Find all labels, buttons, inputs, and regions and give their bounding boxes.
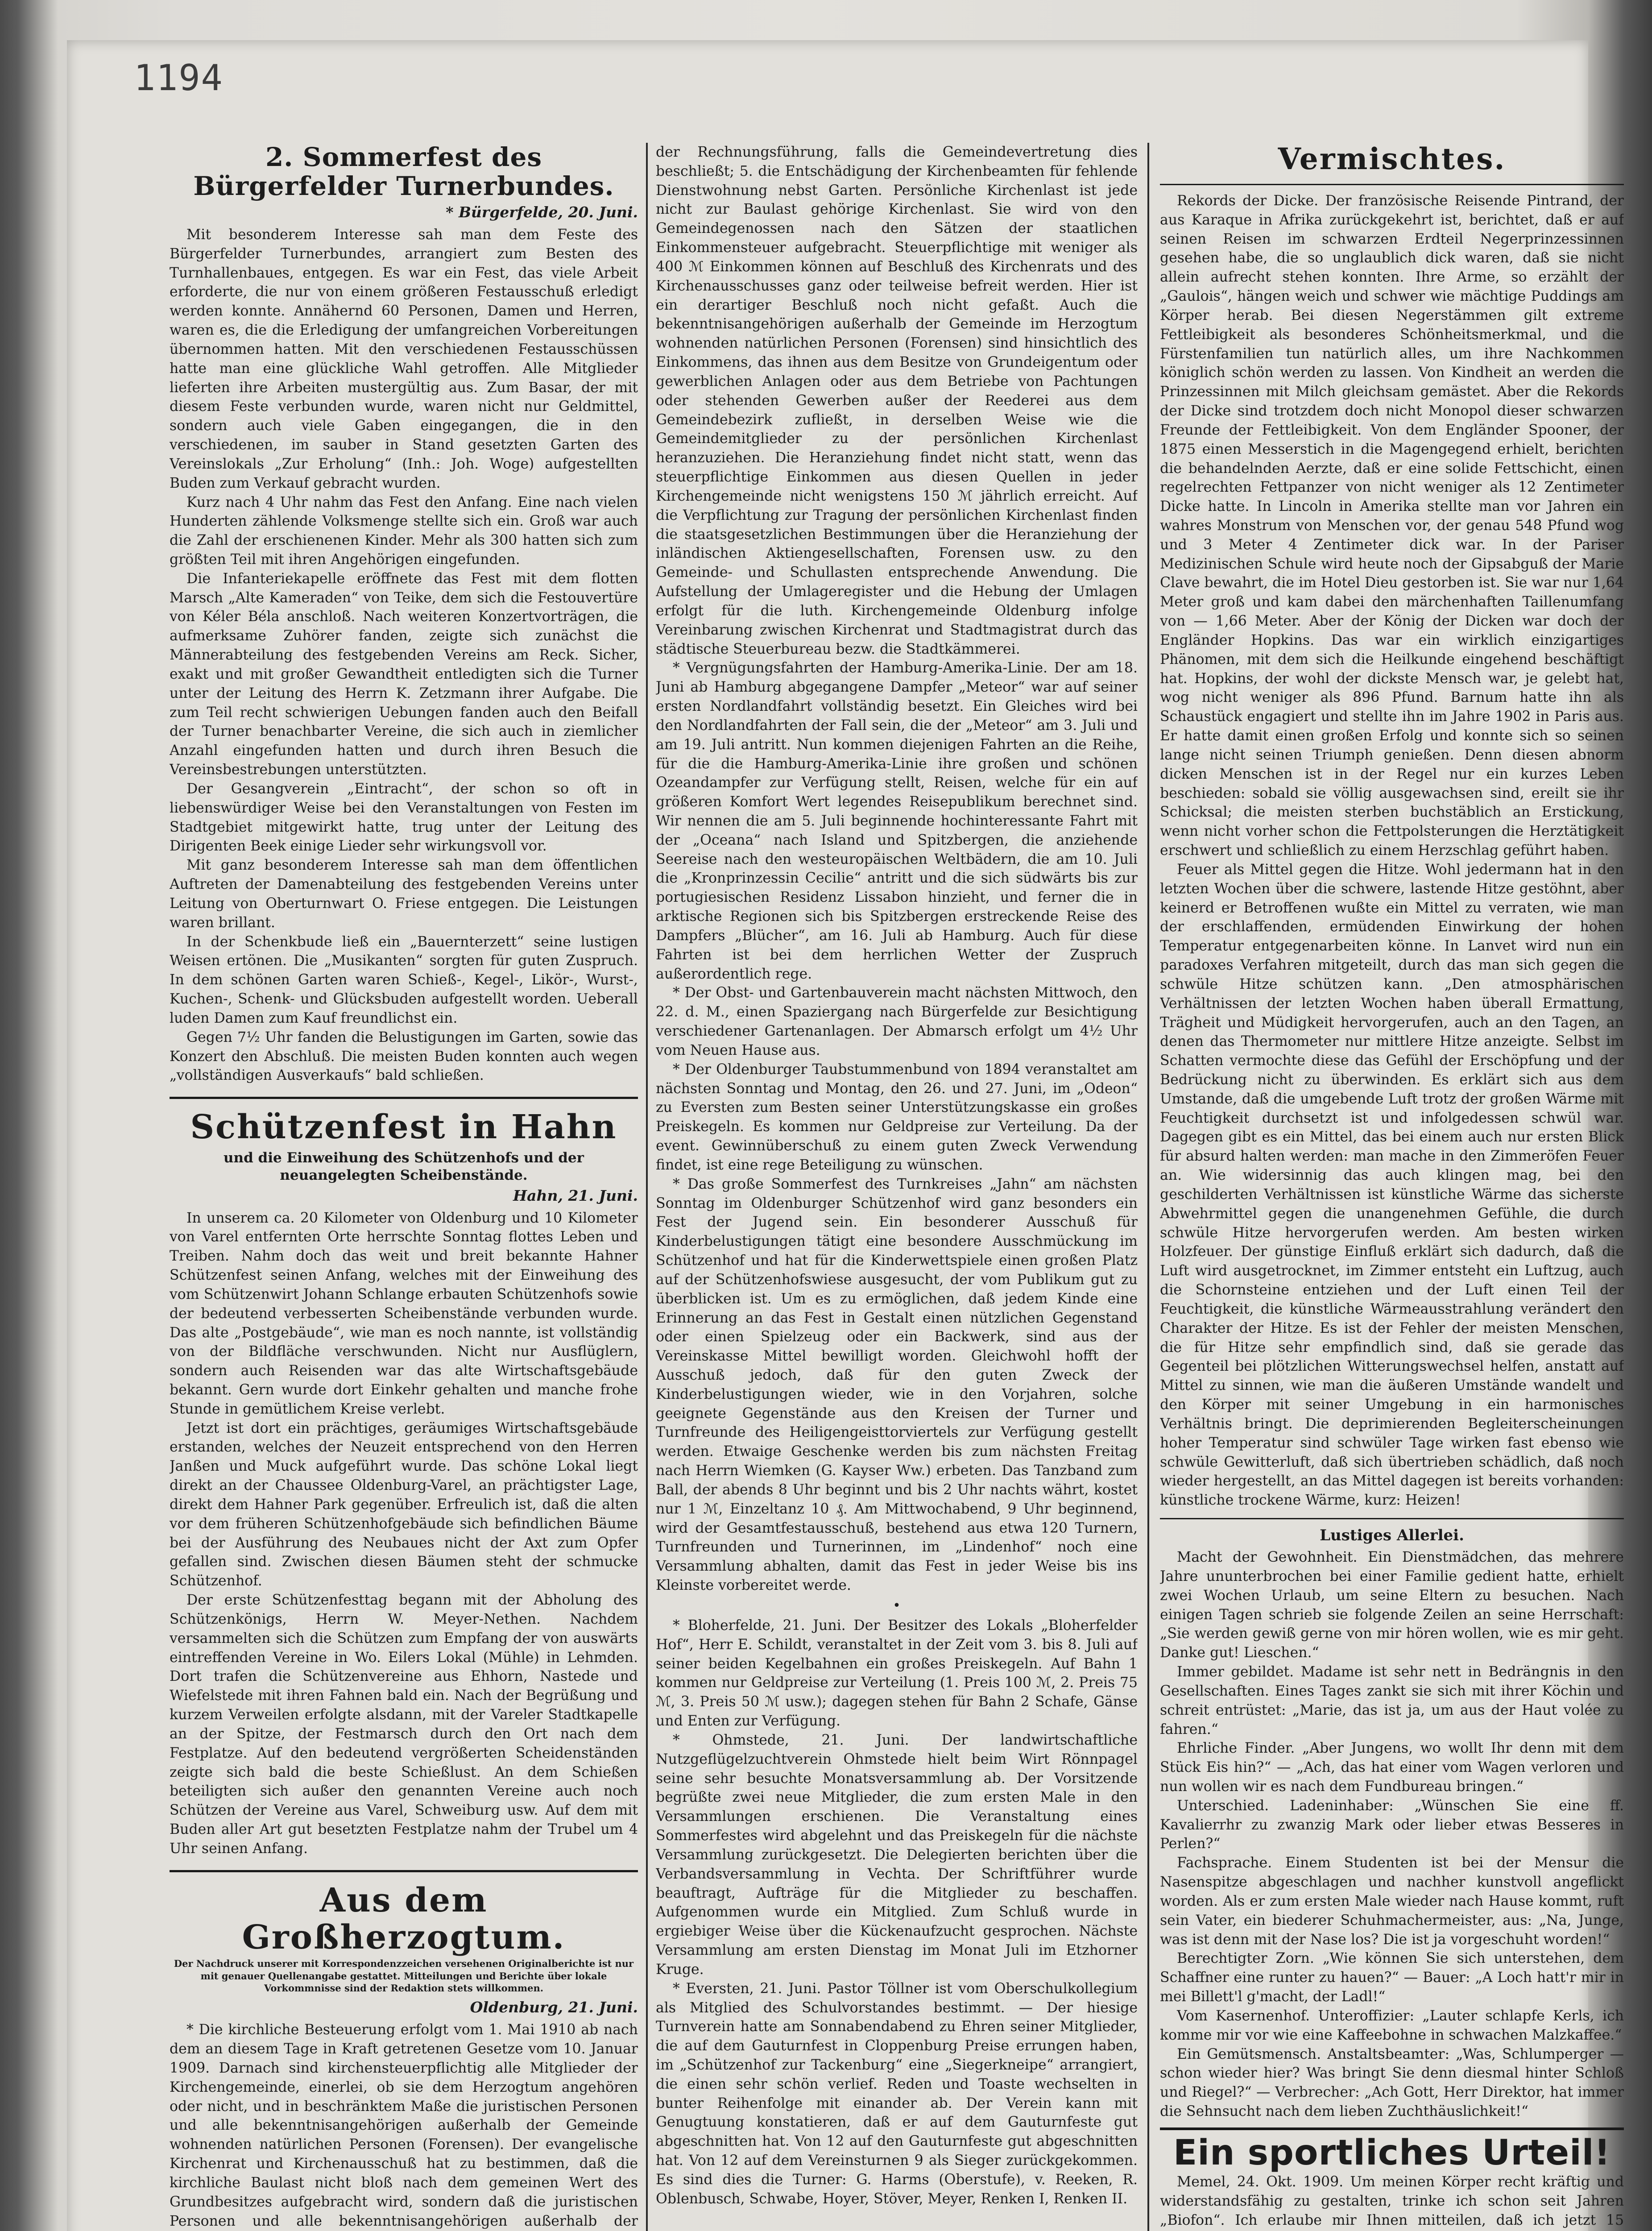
paragraph: Kurz nach 4 Uhr nahm das Fest den Anfang. Eine nach vielen Hunderten zählende Volksmenge stellte sich ein. Groß war auch die Zahl der erschienenen Kinder. Mehr als 300 hatten sich zum größten Teil mit ihren Angehörigen eingefunden. — [170, 494, 638, 568]
paragraph: Feuer als Mittel gegen die Hitze. Wohl jedermann hat in den letzten Wochen über die schwere, lastende Hitze gestöhnt, aber keinerd er Betroffenen wußte ein Mittel zu verraten, wie man der erschlaffenden, ermüdenden Einwirkung der hohen Temperatur entgegenarbeiten könne. In Lanvet wird nun ein paradoxes Verfahren mitgeteilt, durch das man sich gegen die schwüle Hitze schützen kann. „Den atmosphärischen Verhältnissen der letzten Wochen haben überall Ermattung, Trägheit und Müdigkeit hervorgerufen, auch an den Tagen, an denen das Thermometer nur mittlere Hitze anzeigte. Selbst im Schatten vermochte diese das Gefühl der Erschöpfung und der Bedrückung nicht zu überwinden. Es erklärt sich aus dem Umstande, daß die umgebende Luft trotz der großen Wärme mit Feuchtigkeit durchsetzt ist und infolgedessen schwül war. Dagegen gibt es ein Mittel, das bei einem auch nur ersten Blick für absurd halten werden: man mache in den Zimmeröfen Feuer an. Wie widersinnig das auch klingen mag, bei den geschilderten Verhältnissen ist künstliche Wärme das sicherste Abwehrmittel gegen die unangenehmen Gefühle, die durch schwüle Hitze hervorgerufen werden. Am besten wirken Holzfeuer. Der günstige Einfluß erklärt sich dadurch, daß die Luft wird ausgetrocknet, im Zimmer entsteht ein Luftzug, auch die Schornsteine entziehen und der Luft einen Teil der Feuchtigkeit, die künstliche Wärmeausstrahlung verändert den Charakter der Hitze. Es ist der Fehler der meisten Menschen, die für Hitze sehr empfindlich sind, daß sie gerade das Gegenteil bei plötzlichen Witterungswechsel helfen, anstatt auf Mittel zu sinnen, wie man die äußeren Umstände wandelt und den Körper mit seiner Umgebung in ein harmonisches Verhältnis bringt. Die deprimierenden Begleiterscheinungen hoher Temperatur sind schwüler Tage wirken fast ebenso wie schwüle Gewitterluft, daß sich übertrieben schädlich, daß noch wieder hergestellt, an das Mittel dagegen ist bereits vorhanden: künstliche trockene Wärme, kurz: Heizen! — [1160, 861, 1624, 1509]
news-item: * Das große Sommerfest des Turnkreises „Jahn“ am nächsten Sonntag im Oldenburger Schützenhof wird ganz besonders ein Fest der Jugend sein. Ein besonderer Ausschuß für Kinderbelustigungen tätigt eine besondere Ausschmückung im Schützenhof und hat für die Kinderwettspiele einen großen Platz auf der Schützenhofswiese ausgesucht, der vom Publikum gut zu überblicken ist. Um es zu ermöglichen, daß jedem Kinde eine Erinnerung an das Fest in Gestalt einen nützlichen Gegenstand oder einen Spielzeug oder ein Backwerk, sind aus der Vereinskasse Mittel bewilligt worden. Gleichwohl hofft der Ausschuß jedoch, daß für den guten Zweck der Kinderbelustigungen wieder, wie in den Vorjahren, solche geeignete Gegenstände aus den Kreisen der Turner und Turnfreunde des Heiligengeisttorviertels zur Verfügung gestellt werden. Etwaige Geschenke werden bis zum nächsten Freitag nach Herrn Wiemken (G. Kayser Ww.) erbeten. Das Tanzband zum Ball, der abends 8 Uhr beginnt und bis 2 Uhr nachts währt, kostet nur 1 ℳ, Einzeltanz 10 ₰. Am Mittwochabend, 9 Uhr beginnend, wird der Gesamtfestausschuß, bestehend aus etwa 120 Turnern, Turnfreunden und Turnerinnen, im „Lindenhof“ noch eine Versammlung abhalten, damit das Fest in jeder Weise bis ins Kleinste vorbereitet werde. — [656, 1176, 1138, 1594]
column-1 — [170, 143, 638, 2231]
archive-number: 1194 — [134, 57, 224, 99]
section-title: Vermischtes. — [1278, 143, 1506, 176]
article-subtitle: und die Einweihung des Schützenhofs und der neuangelegten Scheibenstände. — [224, 1150, 584, 1183]
paragraph: Mit ganz besonderem Interesse sah man dem öffentlichen Auftreten der Damenabteilung des festgebenden Vereins unter Leitung von Oberturnwart O. Friese entgegen. Die Leistungen waren brillant. — [170, 857, 638, 931]
column-rule-left — [646, 143, 648, 2231]
section-divider — [1160, 1518, 1624, 1519]
section-divider — [170, 1870, 638, 1872]
news-item: * Der Obst- und Gartenbauverein macht nächsten Mittwoch, den 22. d. M., einen Spaziergang nach Bürgerfelde zur Besichtigung verschiedener Gartenanlagen. Der Abmarsch erfolgt um 4½ Uhr vom Neuen Hause aus. — [656, 985, 1138, 1058]
dateline: Oldenburg, 21. Juni. — [470, 1999, 638, 2016]
advertisement — [1160, 2127, 1624, 2231]
article-title-line-2: Bürgerfelder Turnerbundes. — [193, 170, 614, 201]
paragraph: In unserem ca. 20 Kilometer von Oldenburg und 10 Kilometer von Varel entfernten Orte herrschte Sonntag flottes Leben und Treiben. Nahm doch das weit und breit bekannte Hahner Schützenfest seinen Anfang, welches mit der Einweihung des vom Schützenwirt Johann Schlange erbauten Schützenhofs sowie der bedeutend verbesserten Scheibenstände verbunden wurde. Das alte „Postgebäude“, wie man es noch nannte, ist vollständig von der Bildfläche verschwunden. Nicht nur Ausflüglern, sondern auch Reisenden war das alte Wirtschaftsgebäude bekannt. Gern wurde dort Einkehr gehalten und manche frohe Stunde in gemütlichem Kreise verlebt. — [170, 1210, 638, 1417]
article-turnerbund — [170, 143, 638, 1085]
paragraph: Jetzt ist dort ein prächtiges, geräumiges Wirtschaftsgebäude erstanden, welches der Neuzeit entsprechend von den Herren Janßen und Muck aufgeführt wurde. Das schöne Lokal liegt direkt an der Chaussee Oldenburg-Varel, an prächtigster Lage, direkt dem Hahner Park gegenüber. Erfreulich ist, daß die alten vor dem früheren Schützenhofgebäude sich befindlichen Bäume bei der Ausführung des Neubaues nicht der Axt zum Opfer gefallen sind. Zwischen diesen Bäumen steht der schmucke Schützenhof. — [170, 1420, 638, 1589]
joke: Ehrliche Finder. „Aber Jungens, wo wollt Ihr denn mit dem Stück Eis hin?“ — „Ach, das hat einer vom Wagen verloren und nun wollen wir es nach dem Fundbureau bringen.“ — [1160, 1740, 1624, 1795]
news-item: * Der Oldenburger Taubstummenbund von 1894 veranstaltet am nächsten Sonntag und Montag, den 26. und 27. Juni, im „Odeon“ zu Eversten zum Besten seiner Unterstützungskasse ein großes Preiskegeln. Es kommen nur Geldpreise zur Verteilung. Da der event. Gewinnüberschuß zu einem guten Zweck Verwendung findet, ist eine rege Beteiligung zu wünschen. — [656, 1061, 1138, 1173]
article-schuetzenfest — [170, 1109, 638, 1858]
news-item: * Vergnügungsfahrten der Hamburg-Amerika-Linie. Der am 18. Juni ab Hamburg abgegangene Dampfer „Meteor“ war auf seiner ersten Nordlandfahrt vollständig besetzt. Ein Gleiches wird bei den Nordlandfahrten der Fall sein, die der „Meteor“ am 3. Juli und am 19. Juli antritt. Nun kommen diejenigen Fahrten an die Reihe, für die die Hamburg-Amerika-Linie ihre großen und schönen Ozeandampfer zur Verfügung stellt, Reisen, welche für ein auf größeren Komfort Wert legendes Reisepublikum berechnet sind. Wir nennen die am 5. Juli beginnende hochinteressante Fahrt mit der „Oceana“ nach Island und Spitzbergen, die anziehende Seereise nach den westeuropäischen Weltbädern, die am 10. Juli die „Kronprinzessin Cecilie“ antritt und die sich südwärts bis zur portugiesischen Residenz Lissabon hinzieht, und ferner die in arktische Regionen sich bis Spitzbergen erstreckende Reise des Dampfers „Blücher“, am 16. Juli ab Hamburg. Auch für diese Fahrten ist bei dem herrlichen Wetter der Zuspruch außerordentlich rege. — [656, 660, 1138, 982]
joke: Ein Gemütsmensch. Anstaltsbeamter: „Was, Schlumperger — schon wieder hier? Was bringt Sie denn diesmal hinter Schloß und Riegel?“ — Verbrecher: „Ach Gott, Herr Direktor, hat immer die Sehnsucht nach dem lieben Zuchthäuslichkeit!“ — [1160, 2046, 1624, 2120]
separator-mark: • — [893, 1597, 901, 1613]
section-divider — [1160, 184, 1624, 185]
reprint-note: Der Nachdruck unserer mit Korrespondenzzeichen versehenen Originalberichte ist nur mit genauer Quellenangabe gestattet. Mitteilungen und Berichte über lokale Vorkommnisse sind der Redaktion stets willkommen. — [174, 1958, 634, 1994]
article-title: Schützenfest in Hahn — [190, 1108, 617, 1147]
dateline: * Bürgerfelde, 20. Juni. — [446, 203, 638, 221]
paragraph: Mit besonderem Interesse sah man dem Feste des Bürgerfelder Turnerbundes, arrangiert zum Besten des Turnhallenbaues, entgegen. Es war ein Fest, das viele Arbeit erforderte, die nur von einem größeren Festausschuß erledigt werden konnte. Annähernd 60 Personen, Damen und Herren, waren es, die die Erledigung der umfangreichen Vorbereitungen übernommen hatten. Mit den verschiedenen Festausschüssen hatte man eine glückliche Wahl getroffen. Alle Mitglieder lieferten ihre Arbeiten mustergültig aus. Zum Basar, der mit diesem Feste verbunden wurde, waren nicht nur Geldmittel, sondern auch viele Gaben eingegangen, die in den verschiedenen, im sauber in Stand gesetzten Garten des Vereinslokals „Zur Erholung“ (Inh.: Joh. Woge) aufgestellten Buden zum Verkauf gebracht wurden. — [170, 226, 638, 491]
paragraph: * Die kirchliche Besteuerung erfolgt vom 1. Mai 1910 ab nach dem an diesem Tage in Kraft getretenen Gesetze vom 10. Januar 1909. Darnach sind kirchensteuerpflichtig alle Mitglieder der Kirchengemeinde, einerlei, ob sie dem Herzogtum angehören oder nicht, und in beschränktem Maße die juristischen Personen und alle bekenntnisangehörigen außerhalb der Gemeinde wohnenden natürlichen Personen (Forensen). Der evangelische Kirchenrat und Kirchenausschuß hat zu bestimmen, daß die kirchliche Baulast nicht bloß nach dem gemeinen Wert des Grundbesitzes aufgebracht wird, sondern daß die juristischen Personen und alle bekenntnisangehörigen außerhalb der — [170, 2022, 638, 2229]
section-title: Aus dem Großherzogtum. — [242, 1881, 566, 1957]
joke: Fachsprache. Einem Studenten ist bei der Mensur die Nasenspitze abgeschlagen und nachher kunstvoll angeflickt worden. Als er zum ersten Male wieder nach Hause kommt, ruft sein Vater, ein biederer Schuhmachermeister, aus: „Na, Junge, was ist denn mit der Nase los? Die ist ja vorgeschuht worden!“ — [1160, 1855, 1624, 1948]
ad-title: Ein sportliches Urteil! — [1173, 2132, 1611, 2173]
paragraph: In der Schenkbude ließ ein „Bauernterzett“ seine lustigen Weisen ertönen. Die „Musikanten“ sorgten für guten Zuspruch. In dem schönen Garten waren Schieß-, Kegel-, Likör-, Wurst-, Kuchen-, Schenk- und Glücksbuden aufgestellt worden. Ueberall luden Damen zum Kauf freundlichst ein. — [170, 933, 638, 1026]
news-item: * Bloherfelde, 21. Juni. Der Besitzer des Lokals „Bloherfelder Hof“, Herr E. Schildt, veranstaltet in der Zeit vom 3. bis 8. Juli auf seiner beiden Kegelbahnen ein großes Preiskegeln. Auf Bahn 1 kommen nur Geldpreise zur Verteilung (1. Preis 100 ℳ, 2. Preis 75 ℳ, 3. Preis 50 ℳ usw.); dagegen stehen für Bahn 2 Schafe, Gänse und Enten zur Verfügung. — [656, 1617, 1138, 1729]
joke: Berechtigter Zorn. „Wie können Sie sich unterstehen, dem Schaffner eine runter zu hauen?“ — Bauer: „A Loch hatt'r mir in mei Billett'l g'macht, der Ladl!“ — [1160, 1950, 1624, 2005]
joke: Vom Kasernenhof. Unteroffizier: „Lauter schlapfe Kerls, ich komme mir vor wie eine Kaffeebohne in schwachen Malzkaffee.“ — [1160, 2007, 1624, 2043]
joke: Immer gebildet. Madame ist sehr nett in Bedrängnis in den Gesellschaften. Eines Tages zankt sie sich mit ihrer Köchin und schreit entrüstet: „Marie, das ist ja, um aus der Haut volée zu fahren.“ — [1160, 1664, 1624, 1738]
news-item: * Eversten, 21. Juni. Pastor Töllner ist vom Oberschulkollegium als Mitglied des Schulvorstandes bestimmt. — Der hiesige Turnverein hatte am Sonnabendabend zu Ehren seiner Mitglieder, die auf dem Gauturnfest in Cloppenburg Preise errungen haben, im „Schützenhof zur Tackenburg“ eine „Siegerkneipe“ arrangiert, die einen sehr schön verlief. Reden und Toaste wechselten in bunter Reihenfolge mit einander ab. Der Verein kann mit Genugtuung konstatieren, daß er auf dem Gauturnfeste gut abgeschnitten hat. Von 12 auf den Gauturnfeste gut abgeschnitten hat. Von 12 auf dem Vereinsturnen 9 als Sieger zurückgekommen. Es sind dies die Turner: G. Harms (Oberstufe), v. Reeken, R. Oblenbusch, Schwabe, Hoyer, Stöver, Meyer, Renken I, Renken II. — [656, 1980, 1138, 2207]
article-title-line-1: 2. Sommerfest des — [265, 143, 542, 172]
joke: Unterschied. Ladeninhaber: „Wünschen Sie eine ff. Kavalierrhr zu zwanzig Mark oder lieber etwas Besseres in Perlen?“ — [1160, 1797, 1624, 1852]
paragraph: Die Infanteriekapelle eröffnete das Fest mit dem flotten Marsch „Alte Kameraden“ von Teike, dem sich die Festouvertüre von Kéler Béla anschloß. Nach weiteren Konzertvorträgen, die aufmerksame Zuhörer fanden, zeigte sich zunächst die Männerabteilung des festgebenden Vereins am Reck. Sicher, exakt und mit großer Gewandtheit entledigten sich die Turner unter der Leitung des Herrn K. Zetzmann ihrer Aufgabe. Die zum Teil recht schwierigen Uebungen fanden auch den Beifall der Turner benachbarter Vereine, die sich auch in ziemlicher Anzahl eingefunden hatten und durch ihren Besuch die Vereinsbestrebungen unterstützten. — [170, 570, 638, 778]
section-subtitle: Lustiges Allerlei. — [1320, 1526, 1464, 1545]
joke: Macht der Gewohnheit. Ein Dienstmädchen, das mehrere Jahre ununterbrochen bei einer Familie gedient hatte, erhielt zwei Wochen Urlaub, um seine Eltern zu besuchen. Nach einigen Tagen schrieb sie folgende Zeilen an seine Herrschaft: „Sie werden gewiß gerne von mir hören wollen, wie es mir geht. Danke gut! Lieschen.“ — [1160, 1549, 1624, 1661]
paragraph: Der erste Schützenfesttag begann mit der Abholung des Schützenkönigs, Herrn W. Meyer-Nethen. Nachdem versammelten sich die Schützen zum Empfang der von auswärts eintreffenden Vereine in Wo. Eilers Lokal (Mühle) in Lehmden. Dort trafen die Schützenvereine aus Ehhorn, Nastede und Wiefelstede mit ihren Fahnen bald ein. Nach der Begrüßung und kurzem Verweilen erfolgte alsdann, mit der Vareler Stadtkapelle an der Spitze, der Festmarsch durch den Ort nach dem Festplatze. Auf den bedeutend vergrößerten Scheidenständen zeigte sich bald die beste Schießlust. An dem Schießen beteiligten sich außer den genannten Vereine auch noch Schützen der Vereine aus Varel, Schweiburg usw. Auf dem mit Buden aller Art gut besetzten Festplatze nahm der Trubel um 4 Uhr seinen Anfang. — [170, 1592, 638, 1857]
section-grossherzogtum — [170, 1882, 638, 2231]
section-divider — [170, 1097, 638, 1099]
paragraph: der Rechnungsführung, falls die Gemeindevertretung dies beschließt; 5. die Entschädigung der Kirchenbeamten für fehlende Dienstwohnung nebst Garten. Persönliche Kirchenlast ist jede nicht zur Baulast gehörige Kirchenlast. Sie wird von den Gemeindegenossen nach den Sätzen der staatlichen Einkommensteuer aufgebracht. Steuerpflichtige mit weniger als 400 ℳ Einkommen können auf Beschluß des Kirchenrats und des Kirchenausschusses ganz oder teilweise befreit werden. Hier ist ein derartiger Beschluß noch nicht gefaßt. Auch die bekenntnisangehörigen außerhalb der Gemeinde im Herzogtum wohnenden natürlichen Personen (Forensen) sind hinsichtlich des Einkommens, das ihnen aus dem Besitze von Grundeigentum oder gewerblichen Anlagen oder aus dem Betriebe von Pachtungen oder stehenden Gewerben außer der Reederei aus dem Gemeindebezirk zufließt, in derselben Weise wie die Gemeindemitglieder zu der persönlichen Kirchenlast heranzuziehen. Die Heranziehung findet nicht statt, wenn das steuerpflichtige Einkommen aus diesen Quellen in jeder Kirchengemeinde nicht wenigstens 150 ℳ jährlich erreicht. Auf die Verpflichtung zur Tragung der persönlichen Kirchenlast finden die staatsgesetzlichen Bestimmungen über die Heranziehung der inländischen Aktiengesellschaften, Forensen usw. zu den Gemeinde- und Schullasten entsprechende Anwendung. Die Aufstellung der Umlageregister und die Hebung der Umlagen erfolgt für die luth. Kirchengemeinde Oldenburg infolge Vereinbarung zwischen Kirchenrat und Stadtmagistrat durch das städtische Steuerbureau bezw. die Stadtkämmerei. — [656, 144, 1138, 657]
paragraph: Gegen 7½ Uhr fanden die Belustigungen im Garten, sowie das Konzert den Abschluß. Die meisten Buden konnten auch wegen „vollständigen Ausverkaufs“ bald schließen. — [170, 1029, 638, 1084]
paragraph: Rekords der Dicke. Der französische Reisende Pintrand, der aus Karaque in Afrika zurückgekehrt ist, berichtet, daß er auf seinen Reisen im schwarzen Erdteil Negerprinzessinnen gesehen habe, die so unglaublich dick waren, daß sie nicht allein aufrecht stehen konnten. Ihre Arme, so erzählt der „Gaulois“, hängen weich und schwer wie mächtige Puddings am Körper herab. Bei diesen Negerstämmen gilt extreme Fettleibigkeit als besonderes Schönheitsmerkmal, und die Fürstenfamilien tun natürlich alles, um ihre Nachkommen königlich schön werden zu lassen. Von Kindheit an werden die Prinzessinnen mit Milch gleichsam gemästet. Aber die Rekords der Dicke sind trotzdem doch nicht Monopol dieser schwarzen Freunde der Fettleibigkeit. Von dem Engländer Spooner, der 1875 einen Messerstich in die Magengegend erhielt, berichten die behandelnden Aerzte, daß er eine solide Fettschicht, einen regelrechten Fettpanzer von nicht weniger als 12 Zentimeter Dicke hatte. In Lincoln in Amerika stellte man vor Jahren ein wahres Monstrum von Menschen vor, der genau 548 Pfund wog und 3 Meter 4 Zentimeter dick war. In der Pariser Medizinischen Schule wird heute noch der Gipsabguß der Marie Clave bewahrt, die im Hotel Dieu gestorben ist. Sie war nur 1,64 Meter groß und kam dabei den märchenhaften Taillenumfang von — 1,66 Meter. Aber der König der Dicken war doch der Engländer Hopkins. Das war ein wirklich einzigartiges Phänomen, mit dem sich die Heilkunde eingehend beschäftigt hat. Hopkins, der wohl der dickste Mensch war, je gelebt hat, wog nicht weniger als 896 Pfund. Barnum hatte ihn als Schaustück engagiert und stellte ihn im Jahre 1902 in Paris aus. Er hatte damit einen großen Erfolg und konnte sich so seinen lange nicht seinen Triumph genießen. Denn diesen abnorm dicken Menschen ist in der Regel nur ein kurzes Leben beschieden: sobald sie völlig ausgewachsen sind, ereilt sie ihr Schicksal; die meisten sterben buchstäblich an Erstickung, wenn nicht vorher schon die Fettpolsterungen die Herztätigkeit erschwert und schließlich zu einem Herzschlag geführt haben. — [1160, 192, 1624, 859]
paragraph: Der Gesangverein „Eintracht“, der schon so oft in liebenswürdiger Weise bei den Veranstaltungen von Festen im Stadtgebiet mitgewirkt hatte, trug unter der Leitung des Dirigenten Beek einige Lieder sehr wirkungsvoll vor. — [170, 780, 638, 854]
column-2 — [656, 143, 1138, 2231]
news-item: * Ohmstede, 21. Juni. Der landwirtschaftliche Nutzgeflügelzuchtverein Ohmstede hielt beim Wirt Rönnpagel seine sehr besuchte Monatsversammlung ab. Der Vorsitzende begrüßte zwei neue Mitglieder, die zum ersten Male in den Versammlungen erschienen. Die Veranstaltung eines Sommerfestes wird abgelehnt und das Preiskegeln für die nächste Versammlung zurückgesetzt. Die Delegierten berichten über die Verbandsversammlung in Vechta. Der Schriftführer wurde beauftragt, Aufträge für die Mitglieder zu beschaffen. Aufgenommen wurde ein Mitglied. Zum Schluß wurde in ergiebiger Weise über die Kückenaufzucht gesprochen. Nächste Versammlung am ersten Dienstag im Monat Juli im Etzhorner Kruge. — [656, 1732, 1138, 1978]
column-3 — [1160, 143, 1624, 2231]
dateline: Hahn, 21. Juni. — [513, 1186, 638, 1204]
column-rule-right — [1147, 143, 1149, 2231]
ad-text: Memel, 24. Okt. 1909. Um meinen Körper recht kräftig und widerstandsfähig zu gestalten, trinke ich schon seit Jahren „Biofon“. Ich erlaube mir Ihnen mitteilen, daß ich jetzt 15 — [1160, 2174, 1624, 2228]
